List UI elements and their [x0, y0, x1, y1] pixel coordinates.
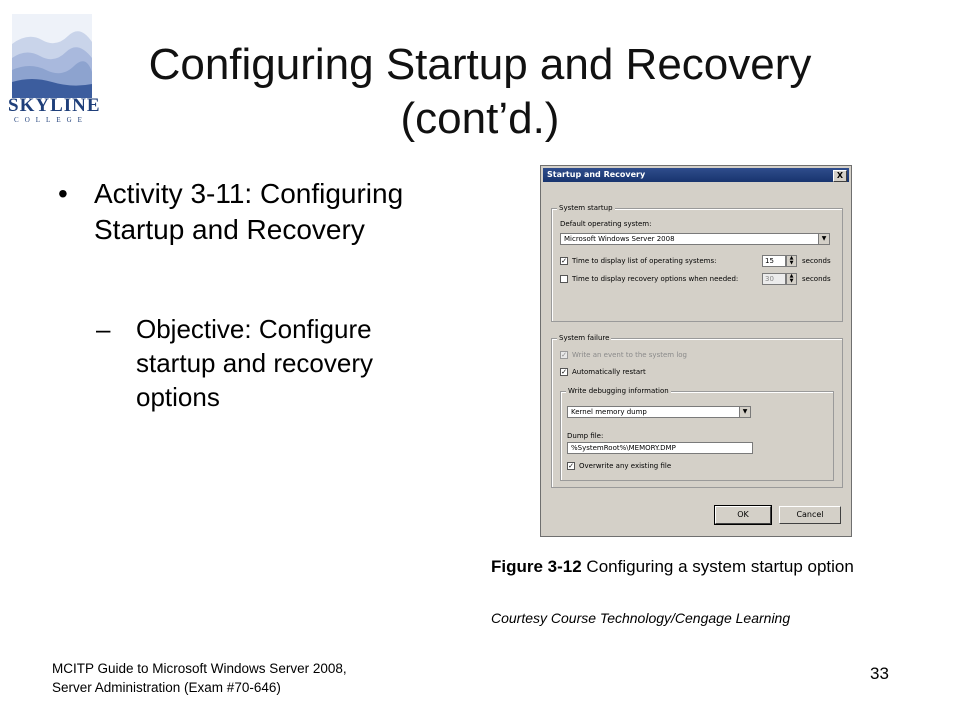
time-os-list-label: Time to display list of operating systems: — [572, 257, 717, 265]
dump-file-label: Dump file: — [567, 432, 604, 440]
overwrite-checkbox[interactable]: ✓ — [568, 462, 574, 470]
seconds-label-1: seconds — [802, 257, 831, 265]
close-button[interactable]: X — [833, 170, 847, 182]
dump-file-input[interactable]: %SystemRoot%\MEMORY.DMP — [567, 442, 753, 454]
sub-bullet-text: Objective: Configure startup and recovery options — [136, 314, 374, 412]
write-debug-label: Write debugging information — [568, 387, 669, 395]
bullet-mark: • — [58, 178, 68, 209]
dialog-title: Startup and Recovery — [547, 170, 646, 179]
time-os-list-spinner[interactable] — [762, 255, 798, 267]
chevron-down-icon[interactable]: ▼ — [818, 234, 829, 244]
figure-caption — [491, 555, 941, 579]
footer-text — [52, 659, 472, 697]
seconds-label-2: seconds — [802, 275, 831, 283]
write-event-checkbox[interactable]: ✓ — [561, 351, 567, 359]
figure-text: Configuring a system startup option — [581, 557, 854, 576]
system-startup-label: System startup — [559, 204, 613, 212]
system-failure-group — [551, 334, 843, 488]
startup-recovery-dialog — [540, 165, 852, 537]
overwrite-label: Overwrite any existing file — [579, 462, 672, 470]
time-os-list-value[interactable]: 15 — [762, 255, 786, 267]
default-os-value: Microsoft Windows Server 2008 — [564, 235, 675, 243]
auto-restart-label: Automatically restart — [572, 368, 646, 376]
chevron-down-icon[interactable]: ▼ — [739, 407, 750, 417]
system-failure-label: System failure — [559, 334, 610, 342]
bullet-text: Activity 3-11: Configuring Startup and Recovery — [94, 178, 404, 245]
sub-bullet-mark: – — [96, 314, 111, 344]
time-recovery-spinner[interactable] — [762, 273, 798, 285]
debug-type-value: Kernel memory dump — [571, 408, 647, 416]
page-number: 33 — [870, 664, 889, 683]
write-debug-group — [560, 387, 834, 481]
spin-arrows-icon[interactable]: ▲ ▼ — [786, 255, 797, 267]
mountain-logo-icon — [8, 14, 96, 98]
time-recovery-label: Time to display recovery options when needed: — [572, 275, 739, 283]
spin-arrows-icon[interactable]: ▲ ▼ — [786, 273, 797, 285]
default-os-select[interactable] — [560, 233, 830, 245]
time-recovery-checkbox[interactable] — [560, 275, 568, 283]
cancel-button[interactable]: Cancel — [779, 506, 841, 524]
footer-line2: Server Administration (Exam #70-646) — [52, 680, 281, 695]
figure-label: Figure 3-12 — [491, 557, 582, 576]
slide-title-line2: (cont’d.) — [400, 94, 560, 143]
footer-line1: MCITP Guide to Microsoft Windows Server 2008, — [52, 661, 347, 676]
debug-type-select[interactable] — [567, 406, 751, 418]
time-os-list-checkbox[interactable]: ✓ — [561, 257, 567, 265]
figure-credit: Courtesy Course Technology/Cengage Learning — [491, 610, 791, 626]
logo-wordmark — [8, 95, 101, 125]
auto-restart-checkbox[interactable]: ✓ — [561, 368, 567, 376]
dialog-titlebar — [543, 168, 849, 182]
slide-title — [110, 38, 850, 146]
system-startup-group — [551, 204, 843, 322]
default-os-label: Default operating system: — [560, 220, 652, 228]
logo-subtitle: COLLEGE — [14, 116, 88, 124]
write-event-label: Write an event to the system log — [572, 351, 687, 359]
ok-button[interactable]: OK — [715, 506, 771, 524]
slide-title-line1: Configuring Startup and Recovery — [148, 40, 812, 89]
time-recovery-value[interactable]: 30 — [762, 273, 786, 285]
logo-name: SKYLINE — [8, 95, 101, 116]
